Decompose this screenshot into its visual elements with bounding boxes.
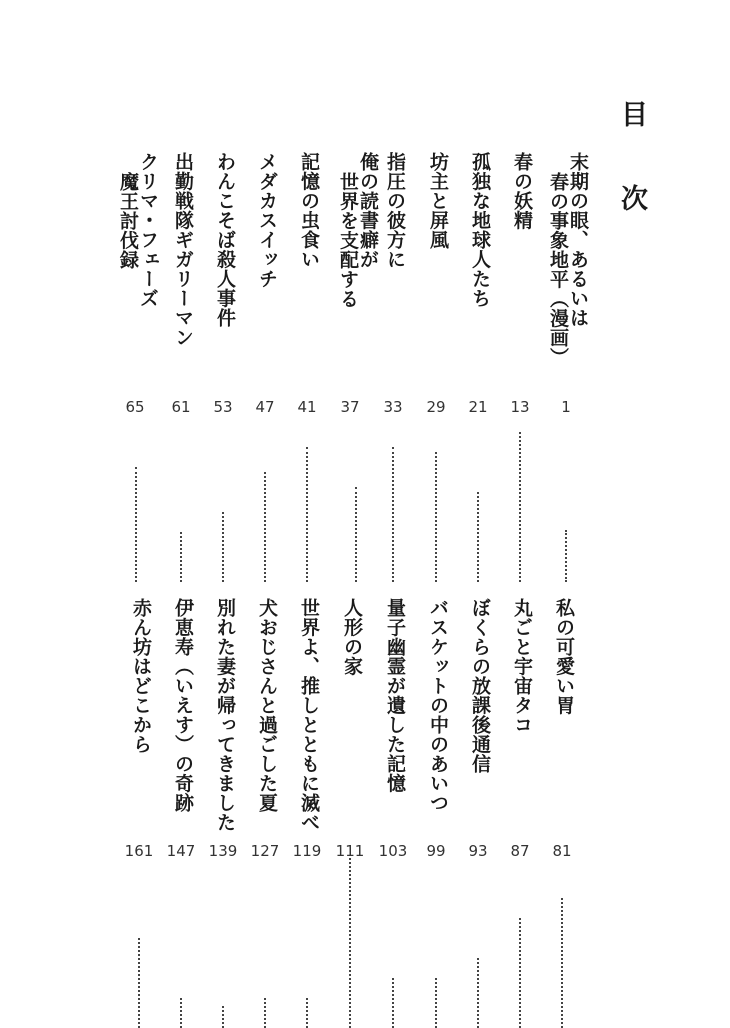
page-number: 61 xyxy=(171,398,191,416)
page-number: 1 xyxy=(561,398,571,416)
page-number: 29 xyxy=(426,398,446,416)
leader-dots xyxy=(222,1006,224,1028)
toc-entry[interactable] xyxy=(295,152,319,582)
entry-title-line-2: 世界を支配する xyxy=(337,172,359,309)
page-number: 33 xyxy=(383,398,403,416)
page-number: 65 xyxy=(125,398,145,416)
entry-title: 指圧の彼方に xyxy=(384,152,406,269)
leader-dots xyxy=(519,918,521,1028)
toc-entry[interactable] xyxy=(169,598,193,1028)
leader-dots xyxy=(222,512,224,582)
toc-entry[interactable] xyxy=(169,152,193,582)
page-number: 127 xyxy=(250,842,280,860)
toc-entry[interactable] xyxy=(381,152,405,582)
toc-entry[interactable] xyxy=(466,598,490,1028)
page-title: 目 次 xyxy=(616,100,647,236)
page-number: 47 xyxy=(255,398,275,416)
leader-dots xyxy=(435,978,437,1028)
entry-title: 記憶の虫食い xyxy=(298,152,320,269)
page-number: 139 xyxy=(208,842,238,860)
toc-entry[interactable] xyxy=(253,598,277,1028)
leader-dots xyxy=(519,432,521,582)
entry-title: 別れた妻が帰ってきました xyxy=(214,598,236,832)
page-number: 99 xyxy=(426,842,446,860)
leader-dots xyxy=(565,530,567,582)
page-number: 147 xyxy=(166,842,196,860)
entry-title: ぼくらの放課後通信 xyxy=(469,598,491,774)
leader-dots xyxy=(477,492,479,582)
toc-entry[interactable] xyxy=(544,152,588,582)
toc-entry[interactable] xyxy=(127,598,151,1028)
page-number: 41 xyxy=(297,398,317,416)
page-number: 37 xyxy=(340,398,360,416)
entry-title-line-1: クリマ・フェーズ xyxy=(137,152,159,308)
toc-entry[interactable] xyxy=(466,152,490,582)
leader-dots xyxy=(135,467,137,582)
leader-dots xyxy=(138,938,140,1028)
entry-title-line-1: 俺の読書癖が xyxy=(357,152,379,269)
page-number: 103 xyxy=(378,842,408,860)
entry-title: 孤独な地球人たち xyxy=(469,152,491,308)
page-number: 81 xyxy=(552,842,572,860)
page-number: 119 xyxy=(292,842,322,860)
entry-title: 世界よ、推しとともに滅べ xyxy=(298,598,320,832)
toc-entry[interactable] xyxy=(253,152,277,582)
entry-title: メダカスイッチ xyxy=(256,152,278,289)
page-number: 13 xyxy=(510,398,530,416)
toc-entry[interactable] xyxy=(114,152,158,582)
entry-title: バスケットの中のあいつ xyxy=(427,598,449,813)
leader-dots xyxy=(349,858,351,1028)
entry-title: 量子幽霊が遺した記憶 xyxy=(384,598,406,793)
leader-dots xyxy=(264,472,266,582)
page-number: 111 xyxy=(335,842,365,860)
toc-entry[interactable] xyxy=(508,598,532,1028)
page-number: 87 xyxy=(510,842,530,860)
leader-dots xyxy=(392,447,394,582)
page-number: 21 xyxy=(468,398,488,416)
toc-entry[interactable] xyxy=(334,152,378,582)
leader-dots xyxy=(435,452,437,582)
entry-title-line-1: 末期の眼、あるいは xyxy=(567,152,589,328)
entry-title: 犬おじさんと過ごした夏 xyxy=(256,598,278,813)
toc-entry[interactable] xyxy=(508,152,532,582)
leader-dots xyxy=(477,958,479,1028)
entry-title: 出勤戦隊ギガリーマン xyxy=(172,152,194,347)
leader-dots xyxy=(561,898,563,1028)
leader-dots xyxy=(180,532,182,582)
entry-title: 人形の家 xyxy=(341,598,363,676)
entry-title: 赤ん坊はどこから xyxy=(130,598,152,754)
leader-dots xyxy=(392,978,394,1028)
toc-entry[interactable] xyxy=(424,152,448,582)
leader-dots xyxy=(355,487,357,582)
toc-entry[interactable] xyxy=(381,598,405,1028)
toc-entry[interactable] xyxy=(550,598,574,1028)
entry-title: 坊主と屏風 xyxy=(427,152,449,250)
leader-dots xyxy=(306,447,308,582)
toc-entry[interactable] xyxy=(211,598,235,1028)
entry-title: 丸ごと宇宙タコ xyxy=(511,598,533,735)
toc-entry[interactable] xyxy=(338,598,362,1028)
page-number: 53 xyxy=(213,398,233,416)
page-number: 161 xyxy=(124,842,154,860)
toc-entry[interactable] xyxy=(424,598,448,1028)
entry-title-line-2: 魔王討伐録 xyxy=(117,172,139,270)
toc-entry[interactable] xyxy=(211,152,235,582)
entry-title: わんこそば殺人事件 xyxy=(214,152,236,328)
entry-title: 春の妖精 xyxy=(511,152,533,230)
toc-entry[interactable] xyxy=(295,598,319,1028)
page-number: 93 xyxy=(468,842,488,860)
entry-title: 伊恵寿（いえす）の奇跡 xyxy=(172,598,194,813)
entry-title: 私の可愛い胃 xyxy=(553,598,575,715)
entry-title-line-2: 春の事象地平（漫画） xyxy=(547,172,569,367)
